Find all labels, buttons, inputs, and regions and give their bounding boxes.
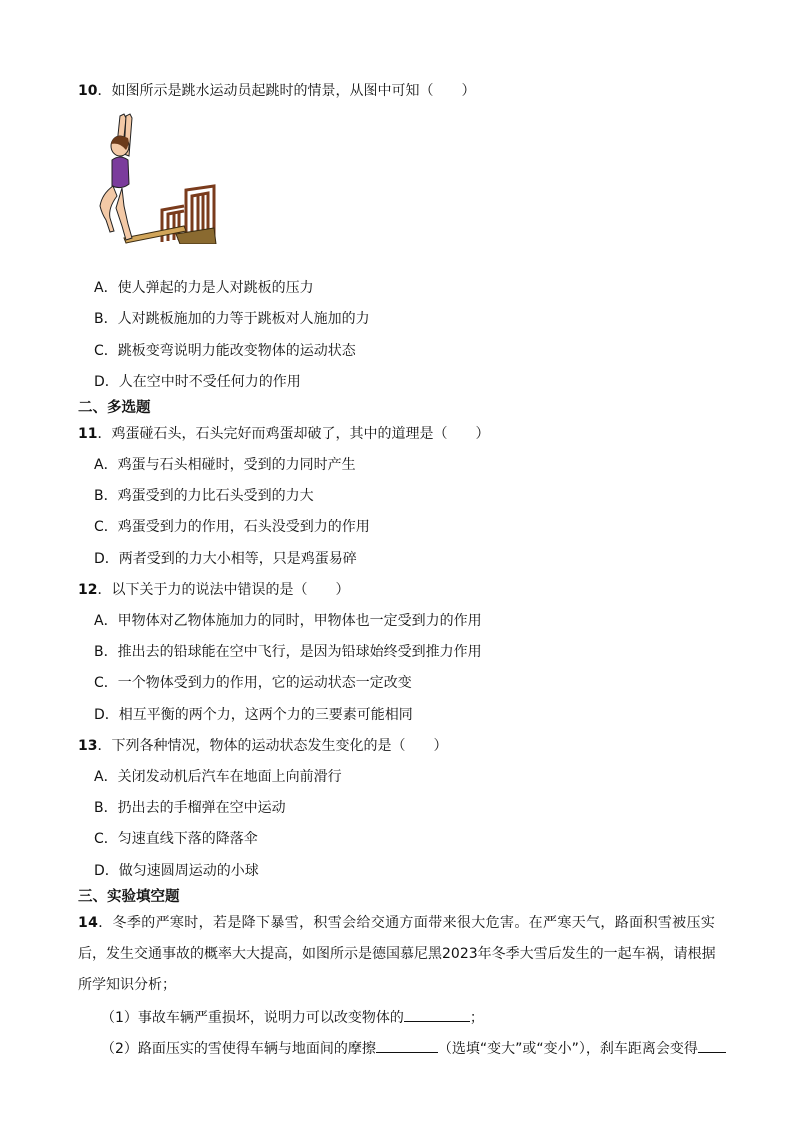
diver-illustration	[84, 110, 218, 244]
answer-blank[interactable]	[698, 1038, 726, 1053]
question-number: 14	[78, 915, 99, 931]
q12-option-d: D．相互平衡的两个力，这两个力的三要素可能相同	[94, 707, 413, 723]
answer-blank[interactable]	[376, 1038, 438, 1053]
question-number: 10	[78, 83, 98, 99]
q11-option-c: C．鸡蛋受到力的作用，石头没受到力的作用	[94, 519, 370, 535]
question-14-stem-line2: 后，发生交通事故的概率大大提高，如图所示是德国慕尼黑2023年冬季大雪后发生的一起车祸，请根据	[78, 946, 716, 962]
answer-blank[interactable]	[404, 1007, 470, 1022]
q11-option-d: D．两者受到的力大小相等，只是鸡蛋易碎	[94, 551, 357, 567]
q10-option-a: A．使人弹起的力是人对跳板的压力	[94, 280, 314, 296]
q11-option-a: A．鸡蛋与石头相碰时，受到的力同时产生	[94, 457, 356, 473]
subquestion-text: （1）事故车辆严重损坏，说明力可以改变物体的	[101, 1010, 404, 1026]
subquestion-text-continued: （选填“变大”或“变小”），刹车距离会变得	[437, 1041, 698, 1057]
section-heading-experiment-fill: 三、实验填空题	[78, 889, 180, 905]
q14-subquestion-1	[101, 1007, 484, 1028]
q13-option-a: A．关闭发动机后汽车在地面上向前滑行	[94, 769, 342, 785]
subquestion-end: ；	[469, 1010, 484, 1026]
question-12-stem	[78, 580, 349, 600]
q12-option-c: C．一个物体受到力的作用，它的运动状态一定改变	[94, 675, 412, 691]
question-number: 11	[78, 426, 98, 442]
q10-option-c: C．跳板变弯说明力能改变物体的运动状态	[94, 343, 356, 359]
question-14-stem-line1	[78, 913, 715, 933]
question-text: ．以下关于力的说法中错误的是（ ）	[97, 582, 350, 598]
section-heading-multiple-choice: 二、多选题	[78, 400, 151, 416]
q12-option-b: B．推出去的铅球能在空中飞行，是因为铅球始终受到推力作用	[94, 644, 482, 660]
q11-option-b: B．鸡蛋受到的力比石头受到的力大	[94, 488, 314, 504]
q14-subquestion-2	[101, 1038, 726, 1059]
question-10-stem	[78, 81, 475, 101]
subquestion-text: （2）路面压实的雪使得车辆与地面间的摩擦	[101, 1041, 376, 1057]
question-text: ．冬季的严寒时，若是降下暴雪，积雪会给交通方面带来很大危害。在严寒天气，路面积雪被压实	[98, 915, 716, 931]
question-number: 13	[78, 738, 98, 754]
q13-option-d: D．做匀速圆周运动的小球	[94, 863, 259, 879]
question-11-stem	[78, 424, 489, 444]
question-text: ．鸡蛋碰石头，石头完好而鸡蛋却破了，其中的道理是（ ）	[97, 426, 490, 442]
q10-option-b: B．人对跳板施加的力等于跳板对人施加的力	[94, 311, 370, 327]
question-text: ．下列各种情况，物体的运动状态发生变化的是（ ）	[97, 738, 448, 754]
question-text: ．如图所示是跳水运动员起跳时的情景，从图中可知（ ）	[97, 83, 476, 99]
q13-option-c: C．匀速直线下落的降落伞	[94, 831, 258, 847]
q10-option-d: D．人在空中时不受任何力的作用	[94, 374, 301, 390]
q13-option-b: B．扔出去的手榴弹在空中运动	[94, 800, 286, 816]
question-number: 12	[78, 582, 98, 598]
question-13-stem	[78, 736, 447, 756]
q12-option-a: A．甲物体对乙物体施加力的同时，甲物体也一定受到力的作用	[94, 613, 482, 629]
question-14-stem-line3: 所学知识分析；	[78, 977, 176, 993]
